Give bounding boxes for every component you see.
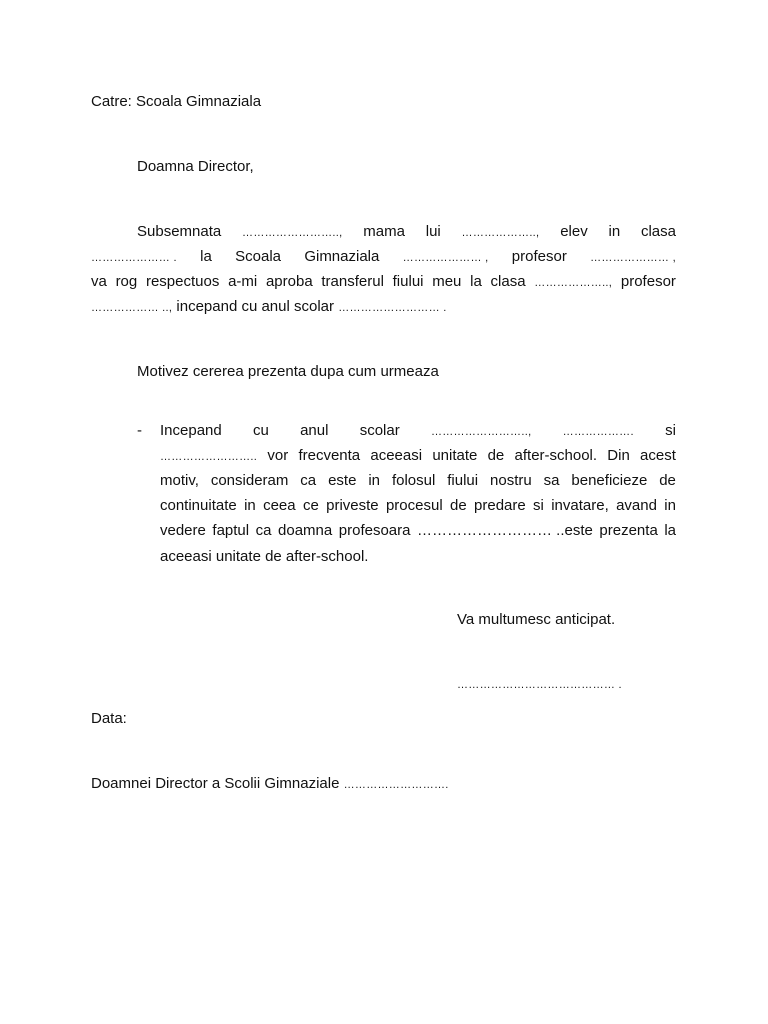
body-word: in bbox=[608, 223, 621, 240]
body-word: priveste bbox=[326, 497, 379, 514]
body-word: after-school. bbox=[514, 447, 598, 464]
body-word: motiv, bbox=[160, 472, 199, 489]
blank-footer-school: ………………………. bbox=[343, 779, 449, 791]
body-word: frecventa bbox=[298, 447, 361, 464]
body-words: incepand cu anul scolar bbox=[176, 298, 335, 315]
bullet-line-1 bbox=[160, 422, 676, 441]
body-word: meu bbox=[432, 273, 462, 290]
body-word: Gimnaziala bbox=[304, 248, 380, 265]
blank-new-teacher: ……………… .., bbox=[91, 302, 173, 314]
body-word: doamna bbox=[278, 522, 333, 539]
body-word: aproba bbox=[265, 273, 313, 290]
body-word: folosul bbox=[391, 472, 436, 489]
body-word: sa bbox=[543, 472, 560, 489]
body-word: si bbox=[533, 497, 544, 514]
body-word: unitate bbox=[432, 447, 478, 464]
date-label: Data: bbox=[91, 710, 127, 727]
blank-child: ………………. bbox=[562, 426, 634, 438]
body-word: lui bbox=[425, 223, 441, 240]
body-word: profesor bbox=[620, 273, 676, 290]
body-word: anul bbox=[300, 422, 329, 439]
body-line-2 bbox=[91, 248, 676, 267]
body-word: cu bbox=[252, 422, 269, 439]
body-word: consideram bbox=[210, 472, 289, 489]
body-word: continuitate bbox=[160, 497, 237, 514]
body-word: acest bbox=[640, 447, 676, 464]
blank-school-year: …………………….., bbox=[430, 426, 532, 438]
body-word: in bbox=[368, 472, 381, 489]
body-word: ce bbox=[302, 497, 319, 514]
body-word: fiului bbox=[447, 472, 479, 489]
body-word: in bbox=[244, 497, 256, 514]
addressee: Catre: Scoala Gimnaziala bbox=[91, 93, 262, 110]
body-word: profesoara bbox=[338, 522, 411, 539]
footer-addressee bbox=[91, 775, 449, 794]
body-word: profesor bbox=[511, 248, 567, 265]
body-word: vor bbox=[267, 447, 289, 464]
body-word: predare bbox=[474, 497, 526, 514]
bullet-line-4 bbox=[160, 497, 676, 515]
body-word: fiului bbox=[392, 273, 424, 290]
footer-text: Doamnei Director a Scolii Gimnaziale bbox=[91, 775, 340, 792]
body-word: la bbox=[470, 273, 482, 290]
body-word: mama bbox=[363, 223, 405, 240]
body-word: clasa bbox=[490, 273, 526, 290]
body-word: scolar bbox=[359, 422, 400, 439]
body-word: va bbox=[91, 273, 107, 290]
body-line-4 bbox=[91, 298, 447, 317]
signature-line: …………………………………… . bbox=[457, 679, 622, 691]
blank-teacher-name: ……………………… ..este bbox=[417, 522, 593, 539]
body-word: invatare, bbox=[551, 497, 609, 514]
body-word: si bbox=[665, 422, 676, 439]
body-word: faptul bbox=[212, 522, 250, 539]
bullet-line-6: aceeasi unitate de after-school. bbox=[160, 548, 369, 565]
body-word: avand bbox=[616, 497, 657, 514]
body-word: vedere bbox=[160, 522, 206, 539]
bullet-dash: - bbox=[137, 422, 142, 439]
body-word: de bbox=[487, 447, 505, 464]
body-word: de bbox=[659, 472, 676, 489]
blank-school-year: ……………………… . bbox=[338, 302, 447, 314]
body-word: in bbox=[664, 497, 676, 514]
body-word: beneficieze bbox=[571, 472, 648, 489]
body-word: nostru bbox=[490, 472, 532, 489]
blank-teacher: ………………… , bbox=[590, 252, 676, 264]
body-line-1 bbox=[137, 223, 676, 242]
body-word: Din bbox=[607, 447, 630, 464]
blank-child-name: ……………….., bbox=[461, 227, 540, 239]
body-word: prezenta bbox=[599, 522, 658, 539]
body-word: procesul bbox=[385, 497, 443, 514]
body-word: elev bbox=[560, 223, 588, 240]
closing: Va multumesc anticipat. bbox=[457, 611, 616, 628]
body-word: a-mi bbox=[228, 273, 258, 290]
body-word: clasa bbox=[640, 223, 676, 240]
body-line-3 bbox=[91, 273, 676, 292]
bullet-line-2 bbox=[160, 447, 676, 466]
blank-name: …………………….., bbox=[242, 227, 343, 239]
blank-child: …………………….. bbox=[160, 451, 258, 463]
salutation: Doamna Director, bbox=[137, 158, 254, 175]
bullet-line-5 bbox=[160, 522, 676, 540]
body-word: rog bbox=[115, 273, 138, 290]
motivation-intro: Motivez cererea prezenta dupa cum urmeaza bbox=[137, 363, 439, 380]
body-word: la bbox=[200, 248, 212, 265]
body-word: transferul bbox=[321, 273, 384, 290]
blank-new-class: ……………….., bbox=[534, 277, 613, 289]
body-word: ceea bbox=[263, 497, 296, 514]
body-word: este bbox=[328, 472, 357, 489]
body-word: ca bbox=[255, 522, 272, 539]
bullet-line-3 bbox=[160, 472, 676, 490]
body-word: Subsemnata bbox=[137, 223, 222, 240]
blank-school: ………………… , bbox=[402, 252, 489, 264]
body-word: la bbox=[664, 522, 676, 539]
body-word: ca bbox=[300, 472, 317, 489]
body-word: Scoala bbox=[235, 248, 281, 265]
body-word: aceeasi bbox=[370, 447, 423, 464]
body-word: de bbox=[450, 497, 467, 514]
body-word: Incepand bbox=[160, 422, 222, 439]
body-word: respectuos bbox=[145, 273, 220, 290]
blank-class: ………………… . bbox=[91, 252, 177, 264]
